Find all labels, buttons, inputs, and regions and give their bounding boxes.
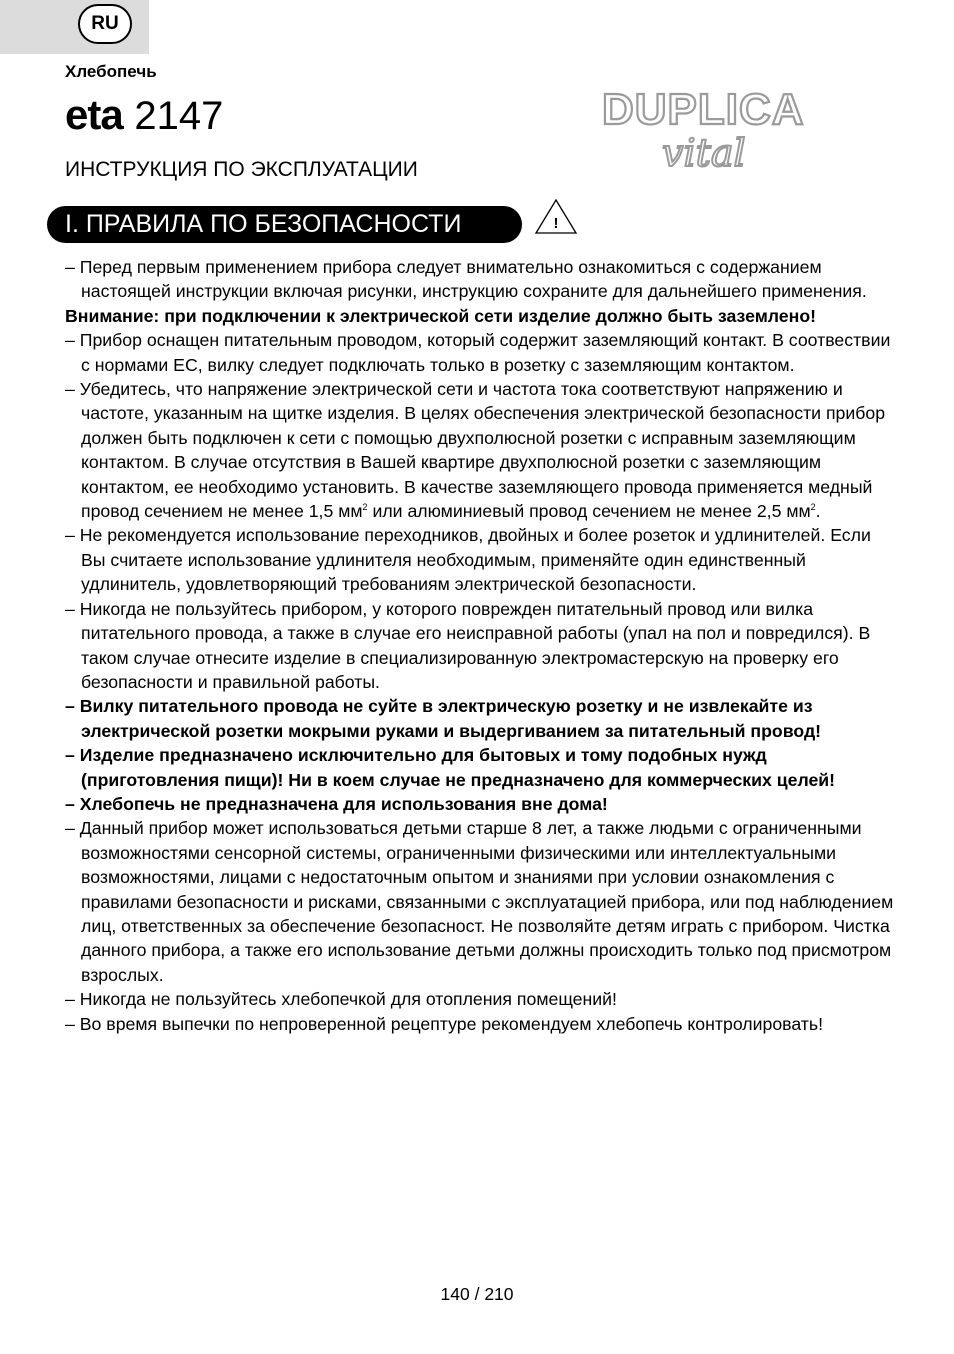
superscript: 2 xyxy=(362,502,368,513)
rule-paragraph: – Никогда не пользуйтесь хлебопечкой для отопления помещений! xyxy=(65,989,617,1010)
rule-paragraph: – Не рекомендуется использование переходников, двойных и более розеток и удлинителей. Если Вы считаете использование удлинителя необходимым, применяйте один единственный удлинитель, удовлетворяющий требованиям электрической безопасности. xyxy=(65,525,871,595)
page-number xyxy=(0,1284,954,1305)
rule-paragraph: – Перед первым применением прибора следует внимательно ознакомиться с содержанием настоящей инструкции включая рисунки, инструкцию сохраните для дальнейшего применения. xyxy=(65,257,867,302)
rule-paragraph xyxy=(65,377,895,523)
rule-text: . xyxy=(815,501,821,522)
rule-paragraph: – Прибор оснащен питательным проводом, который содержит заземляющий контакт. В соотвествии с нормами ЕС, вилку следует подключать только в розетку с заземляющим контактом. xyxy=(65,330,891,375)
rule-text: – Убедитесь, что напряжение электрической сети и частота тока соответствуют напряжению и частоте, указанным на щитке изделия. В целях обеспечения электрической безопасности прибор должен быть подключен к сети с помощью двухполюсной розетки с исправным заземляющим контактом. В случае отсутствия в Вашей квартире двухполюсной розетки с заземляющим контактом, ее необходимо установить. В качестве заземляющего провода применяется медный провод сечением не менее 1,5 мм xyxy=(65,379,886,522)
product-type: Хлебопечь xyxy=(65,62,157,81)
attention-note: Внимание: при подключении к электрической сети изделие должно быть заземлено! xyxy=(65,305,817,326)
document-title: ИНСТРУКЦИЯ ПО ЭКСПЛУАТАЦИИ xyxy=(65,158,418,181)
superscript: 2 xyxy=(810,502,816,513)
warning-exclamation: ! xyxy=(553,215,559,232)
duplica-vital-logo xyxy=(600,82,845,182)
rule-paragraph: – Данный прибор может использоваться детьми старше 8 лет, а также людьми с ограниченными возможностями сенсорной системы, ограниченными физическими или интеллектуальными возможностями, лицами с недостаточным опытом и знаниями при условии ознакомления с правилами безопасности и рисками, связанными с эксплуатацией прибора, или под наблюдением лиц, ответственных за обеспечение безопасност. Не позволяйте детям играть с прибором. Чистка данного прибора, а также его использование детьми должны происходить только под присмотром взрослых. xyxy=(65,818,894,985)
model-number: 2147 xyxy=(134,94,224,138)
logo-duplica-text: DUPLICA xyxy=(602,85,805,134)
safety-rules-text xyxy=(65,255,895,1036)
logo-vital-text: vital xyxy=(662,131,746,175)
model-heading xyxy=(65,86,223,145)
warning-triangle-icon xyxy=(534,198,578,235)
brand-name: eta xyxy=(65,91,123,138)
page-separator: / xyxy=(474,1284,480,1304)
rule-paragraph-bold: – Изделие предназначено исключительно для бытовых и тому подобных нужд (приготовления пищи)! Ни в коем случае не предназначено для коммерческих целей! xyxy=(65,745,836,790)
rule-text: или алюминиевый провод сечением не менее 2,5 мм xyxy=(367,501,811,522)
rule-paragraph: – Во время выпечки по непроверенной рецептуре рекомендуем хлебопечь контролировать! xyxy=(65,1013,824,1034)
page-total: 210 xyxy=(484,1284,514,1304)
rule-paragraph: – Никогда не пользуйтесь прибором, у которого поврежден питательный провод или вилка питательного провода, а также в случае его неисправной работы (упал на пол и повредился). В таком случае отнесите изделие в специализированную электромастерскую на проверку его безопасности и правильной работы. xyxy=(65,598,871,692)
rule-paragraph-bold: – Хлебопечь не предназначена для использования вне дома! xyxy=(65,793,608,814)
language-badge: RU xyxy=(78,4,132,44)
section-heading: I. ПРАВИЛА ПО БЕЗОПАСНОСТИ xyxy=(47,206,522,243)
rule-paragraph-bold: – Вилку питательного провода не суйте в электрическую розетку и не извлекайте из электрической розетки мокрыми руками и выдергиванием за питательный провод! xyxy=(65,696,822,741)
page-current: 140 xyxy=(440,1284,470,1304)
